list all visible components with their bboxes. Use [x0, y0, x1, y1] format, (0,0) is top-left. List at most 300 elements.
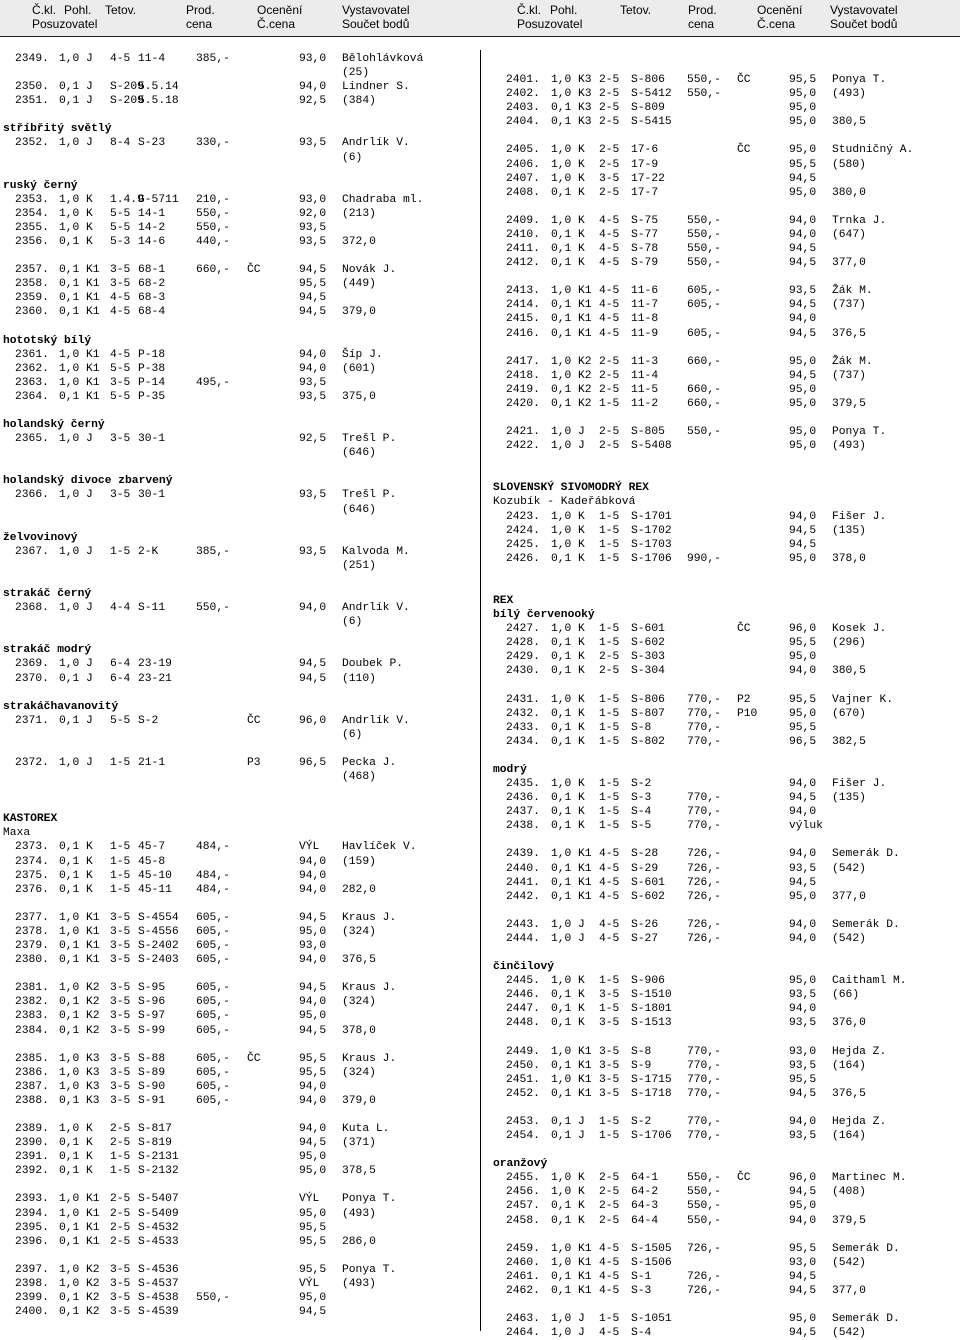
entry-number-cell: 2436.: [506, 792, 540, 805]
score-cell: 95,0: [789, 975, 817, 988]
score-cell: 95,0: [789, 552, 817, 565]
score-cell: 94,5: [789, 327, 817, 340]
age-cell: 1-5: [599, 552, 620, 565]
sex-cell: 1,0: [59, 53, 80, 65]
price-cell: 605,-: [196, 1010, 230, 1023]
sex-cell: 0,1: [59, 278, 80, 291]
exhibitor-cell: Andrlík V.: [342, 137, 410, 150]
tattoo-cell: K3: [86, 1080, 100, 1093]
sex-cell: 1,0: [59, 348, 80, 361]
score-cell: 96,5: [299, 757, 327, 769]
tattoo-cell: K: [578, 637, 585, 650]
score-cell: 95,5: [299, 1263, 327, 1276]
price-cell: 550,-: [687, 88, 721, 101]
score-cell: 95,5: [299, 1052, 327, 1065]
id-cell: S-802: [631, 735, 665, 748]
header-sublabel: Součet bodů: [830, 17, 898, 31]
entry-number-cell: 2462.: [506, 1284, 540, 1297]
age-cell: 2-5: [599, 1200, 620, 1213]
age-cell: 1-5: [110, 1151, 131, 1164]
entry-number-cell: 2384.: [15, 1024, 49, 1037]
price-cell: 726,-: [687, 1242, 721, 1255]
tattoo-cell: J: [578, 440, 585, 453]
section-heading: oranžový: [493, 1158, 548, 1171]
tattoo-cell: K2: [578, 397, 592, 410]
tattoo-cell: J: [86, 95, 93, 108]
section-heading: strakáč černý: [3, 588, 92, 601]
age-cell: 1-5: [599, 524, 620, 537]
id-cell: S-601: [631, 876, 665, 889]
section-heading: holandský černý: [3, 419, 105, 432]
sex-cell: 0,1: [59, 1235, 80, 1248]
id-cell: 14-6: [138, 236, 166, 249]
id-cell: 45-11: [138, 883, 172, 896]
score-cell: 95,0: [789, 707, 817, 720]
tattoo-cell: K: [86, 1123, 93, 1136]
entry-number-cell: 2414.: [506, 299, 540, 312]
id-cell: 45-7: [138, 841, 166, 854]
entry-number-cell: 2377.: [15, 911, 49, 924]
age-cell: 2-5: [599, 383, 620, 396]
age-cell: 2-5: [110, 1207, 131, 1220]
tattoo-cell: K3: [578, 102, 592, 115]
exhibitor-cell: 376,5: [832, 327, 866, 340]
section-heading: KASTOREX: [3, 813, 58, 826]
section-heading: činčilový: [493, 961, 555, 974]
sex-cell: 1,0: [551, 1172, 572, 1185]
id-cell: S-806: [631, 693, 665, 706]
sex-cell: 1,0: [551, 1327, 572, 1340]
entry-number-cell: 2431.: [506, 693, 540, 706]
id-cell: S-90: [138, 1080, 166, 1093]
exhibitor-cell: Semerák D.: [832, 1242, 900, 1255]
score-cell: 94,0: [299, 348, 327, 361]
score-cell: 95,0: [299, 1010, 327, 1023]
sex-cell: 0,1: [59, 1306, 80, 1319]
exhibitor-cell: Kraus J.: [342, 1052, 397, 1065]
score-cell: 94,0: [789, 214, 817, 227]
sex-cell: 1,0: [551, 918, 572, 931]
entry-number-cell: 2383.: [15, 1010, 49, 1023]
id-cell: S-78: [631, 243, 659, 256]
entry-number-cell: 2413.: [506, 285, 540, 298]
exhibitor-cell: 379,0: [342, 306, 376, 319]
tattoo-cell: K2: [86, 1263, 100, 1276]
entry-number-cell: 2387.: [15, 1080, 49, 1093]
exhibitor-code: (646): [342, 503, 376, 516]
id-cell: P-18: [138, 348, 166, 361]
sex-cell: 0,1: [59, 95, 80, 108]
section-heading: SLOVENSKÝ SIVOMODRÝ REX: [493, 482, 649, 495]
sex-cell: 1,0: [551, 1073, 572, 1086]
score-cell: 92,5: [299, 433, 327, 446]
id-cell: S-4538: [138, 1292, 179, 1305]
tattoo-cell: K1: [86, 264, 100, 277]
sex-cell: 1,0: [59, 1193, 80, 1206]
tattoo-cell: J: [578, 918, 585, 931]
score-cell: 94,0: [299, 869, 327, 882]
tattoo-cell: K: [578, 243, 585, 256]
score-cell: 94,0: [299, 855, 327, 868]
price-cell: 660,-: [196, 264, 230, 277]
price-cell: 385,-: [196, 53, 230, 65]
score-cell: 94,5: [789, 1186, 817, 1199]
id-cell: S-5: [631, 820, 652, 833]
age-cell: 3-5: [110, 982, 131, 995]
score-cell: 94,0: [299, 883, 327, 896]
price-cell: 550,-: [687, 257, 721, 270]
tattoo-cell: K1: [86, 390, 100, 403]
sex-cell: 0,1: [551, 1017, 572, 1030]
award-cell: ČC: [247, 264, 261, 277]
entry-number-cell: 2380.: [15, 954, 49, 967]
entry-number-cell: 2388.: [15, 1094, 49, 1107]
entry-number-cell: 2456.: [506, 1186, 540, 1199]
tattoo-cell: K: [86, 883, 93, 896]
entry-number-cell: 2459.: [506, 1242, 540, 1255]
entry-number-cell: 2371.: [15, 714, 49, 727]
entry-number-cell: 2372.: [15, 757, 49, 769]
price-cell: 605,-: [196, 925, 230, 938]
score-cell: 94,5: [299, 911, 327, 924]
exhibitor-cell: (135): [832, 792, 866, 805]
tattoo-cell: K: [578, 144, 585, 157]
entry-number-cell: 2406.: [506, 158, 540, 171]
age-cell: 4-5: [599, 890, 620, 903]
award-cell: ČC: [737, 1172, 751, 1185]
sex-cell: 0,1: [551, 707, 572, 720]
age-cell: 4-5: [599, 327, 620, 340]
price-cell: 550,-: [196, 602, 230, 615]
sex-cell: 1,0: [59, 982, 80, 995]
entry-number-cell: 2391.: [15, 1151, 49, 1164]
entry-number-cell: 2412.: [506, 257, 540, 270]
tattoo-cell: K1: [86, 925, 100, 938]
age-cell: 3-5: [110, 489, 131, 502]
id-cell: S-27: [631, 932, 659, 945]
age-cell: 1-5: [599, 707, 620, 720]
score-cell: 94,5: [789, 243, 817, 256]
header-label: Ocenění: [257, 3, 303, 17]
price-cell: 770,-: [687, 792, 721, 805]
score-cell: 93,5: [299, 489, 327, 502]
sex-cell: 1,0: [59, 193, 80, 206]
price-cell: 770,-: [687, 1116, 721, 1128]
age-cell: 1-5: [599, 820, 620, 833]
score-cell: 93,5: [299, 221, 327, 234]
sex-cell: 0,1: [59, 855, 80, 868]
entry-number-cell: 2435.: [506, 778, 540, 791]
sex-cell: 0,1: [551, 1130, 572, 1143]
sex-cell: 0,1: [59, 841, 80, 854]
price-cell: 605,-: [196, 911, 230, 924]
tattoo-cell: K: [578, 186, 585, 199]
score-cell: 95,0: [789, 144, 817, 157]
age-cell: 4-5: [599, 918, 620, 931]
id-cell: S-5415: [631, 116, 672, 129]
sex-cell: 0,1: [551, 1003, 572, 1016]
tattoo-cell: J: [86, 658, 93, 671]
sex-cell: 0,1: [551, 299, 572, 312]
id-cell: 68-4: [138, 306, 166, 319]
age-cell: 3-5: [110, 1277, 131, 1290]
tattoo-cell: J: [578, 932, 585, 945]
price-cell: 726,-: [687, 918, 721, 931]
id-cell: S-4: [631, 1327, 652, 1340]
exhibitor-cell: Hejda Z.: [832, 1116, 887, 1128]
price-cell: 330,-: [196, 137, 230, 150]
award-cell: ČC: [737, 623, 751, 636]
tattoo-cell: K2: [578, 355, 592, 368]
entry-number-cell: 2433.: [506, 721, 540, 734]
age-cell: 3-5: [110, 376, 131, 389]
tattoo-cell: K1: [578, 848, 592, 861]
id-cell: S-5408: [631, 440, 672, 453]
header-label: Vystavovatel: [342, 3, 410, 17]
column-divider: [480, 50, 481, 1331]
entry-number-cell: 2379.: [15, 940, 49, 953]
price-cell: 484,-: [196, 869, 230, 882]
id-cell: 17-6: [631, 144, 659, 157]
tattoo-cell: K1: [578, 890, 592, 903]
exhibitor-cell: (580): [832, 158, 866, 171]
age-cell: S-209: [110, 81, 144, 94]
sex-cell: 0,1: [59, 954, 80, 967]
score-cell: 94,5: [789, 172, 817, 185]
exhibitor-cell: (371): [342, 1137, 376, 1150]
entry-number-cell: 2403.: [506, 102, 540, 115]
age-cell: 5-5: [110, 390, 131, 403]
price-cell: 726,-: [687, 876, 721, 889]
entry-number-cell: 2416.: [506, 327, 540, 340]
tattoo-cell: K: [86, 869, 93, 882]
entry-number-cell: 2442.: [506, 890, 540, 903]
tattoo-cell: K: [578, 1186, 585, 1199]
exhibitor-cell: Žák M.: [832, 355, 873, 368]
sex-cell: 0,1: [551, 1214, 572, 1227]
id-cell: 68-2: [138, 278, 166, 291]
tattoo-cell: K: [578, 778, 585, 791]
sex-cell: 0,1: [551, 313, 572, 326]
price-cell: 495,-: [196, 376, 230, 389]
sex-cell: 0,1: [551, 876, 572, 889]
price-cell: 726,-: [687, 1270, 721, 1283]
entry-number-cell: 2426.: [506, 552, 540, 565]
score-cell: 93,0: [299, 53, 327, 65]
id-cell: S-1706: [631, 552, 672, 565]
score-cell: 94,0: [299, 81, 327, 94]
sex-cell: 1,0: [551, 538, 572, 551]
section-heading: holandský divoce zbarvený: [3, 475, 173, 488]
age-cell: 1-5: [599, 510, 620, 523]
price-cell: 605,-: [196, 1080, 230, 1093]
price-cell: 660,-: [687, 397, 721, 410]
sex-cell: 1,0: [551, 172, 572, 185]
header-sublabel: Posuzovatel: [32, 17, 98, 31]
entry-number-cell: 2415.: [506, 313, 540, 326]
exhibitor-cell: (66): [832, 989, 860, 1002]
age-cell: 2-5: [599, 369, 620, 382]
age-cell: 3-5: [110, 940, 131, 953]
exhibitor-cell: Šíp J.: [342, 348, 383, 361]
id-cell: 23-19: [138, 658, 172, 671]
sex-cell: 1,0: [551, 510, 572, 523]
score-cell: 95,0: [299, 1207, 327, 1220]
id-cell: S-303: [631, 651, 665, 664]
age-cell: 4-5: [599, 228, 620, 241]
score-cell: 95,0: [789, 186, 817, 199]
score-cell: 94,5: [299, 306, 327, 319]
entry-number-cell: 2353.: [15, 193, 49, 206]
sex-cell: 0,1: [59, 1151, 80, 1164]
tattoo-cell: K: [86, 221, 93, 234]
score-cell: 92,5: [299, 95, 327, 108]
sex-cell: 1,0: [551, 1313, 572, 1326]
age-cell: 4-5: [599, 1327, 620, 1340]
exhibitor-cell: (647): [832, 228, 866, 241]
sex-cell: 0,1: [551, 637, 572, 650]
header-label: Č.kl.: [517, 3, 541, 17]
entry-number-cell: 2365.: [15, 433, 49, 446]
score-cell: 95,5: [789, 1242, 817, 1255]
score-cell: 93,5: [299, 390, 327, 403]
tattoo-cell: J: [86, 714, 93, 727]
id-cell: S-5412: [631, 88, 672, 101]
exhibitor-code: (646): [342, 447, 376, 460]
sex-cell: 0,1: [59, 869, 80, 882]
tattoo-cell: K1: [86, 292, 100, 305]
entry-number-cell: 2373.: [15, 841, 49, 854]
tattoo-cell: K1: [86, 1207, 100, 1220]
age-cell: 2-5: [599, 144, 620, 157]
id-cell: S-4533: [138, 1235, 179, 1248]
score-cell: 95,5: [789, 693, 817, 706]
score-cell: 95,0: [789, 88, 817, 101]
age-cell: 3-5: [110, 911, 131, 924]
score-cell: 95,5: [789, 1073, 817, 1086]
id-cell: S-2131: [138, 1151, 179, 1164]
tattoo-cell: K1: [578, 1256, 592, 1269]
award-cell: ČC: [247, 714, 261, 727]
score-cell: 93,0: [299, 940, 327, 953]
entry-number-cell: 2428.: [506, 637, 540, 650]
age-cell: 1-5: [599, 637, 620, 650]
exhibitor-cell: 380,5: [832, 665, 866, 678]
tattoo-cell: K: [578, 665, 585, 678]
price-cell: 770,-: [687, 1059, 721, 1072]
score-cell: 95,5: [789, 158, 817, 171]
age-cell: 1-5: [599, 1116, 620, 1128]
exhibitor-cell: (601): [342, 362, 376, 375]
id-cell: 11-7: [631, 299, 659, 312]
tattoo-cell: K2: [86, 1277, 100, 1290]
score-cell: 94,5: [789, 257, 817, 270]
age-cell: 5-5: [110, 221, 131, 234]
score-cell: 93,0: [789, 1256, 817, 1269]
score-cell: VÝL: [299, 1193, 320, 1206]
age-cell: 1-5: [110, 545, 131, 558]
age-cell: 3-5: [110, 1010, 131, 1023]
entry-number-cell: 2434.: [506, 735, 540, 748]
age-cell: 2-5: [599, 186, 620, 199]
sex-cell: 0,1: [59, 264, 80, 277]
tattoo-cell: K1: [86, 306, 100, 319]
age-cell: 3-5: [599, 1017, 620, 1030]
tattoo-cell: K: [86, 1165, 93, 1178]
section-heading: stříbřitý světlý: [3, 123, 112, 136]
award-cell: ČC: [737, 74, 751, 87]
price-cell: 770,-: [687, 707, 721, 720]
sex-cell: 1,0: [59, 221, 80, 234]
score-cell: 95,0: [299, 1165, 327, 1178]
id-cell: S-79: [631, 257, 659, 270]
id-cell: S-1505: [631, 1242, 672, 1255]
id-cell: S-906: [631, 975, 665, 988]
age-cell: 1-5: [599, 1313, 620, 1326]
tattoo-cell: K1: [578, 327, 592, 340]
id-cell: S-806: [631, 74, 665, 87]
header-sublabel: Součet bodů: [342, 17, 410, 31]
price-cell: 726,-: [687, 1284, 721, 1297]
score-cell: 94,0: [789, 918, 817, 931]
sex-cell: 1,0: [551, 1242, 572, 1255]
exhibitor-cell: 378,5: [342, 1165, 376, 1178]
exhibitor-cell: Ponya T.: [832, 426, 887, 439]
id-cell: S-4554: [138, 911, 179, 924]
id-cell: 11-4: [138, 53, 166, 65]
exhibitor-cell: Trešl P.: [342, 433, 397, 446]
score-cell: 93,5: [789, 989, 817, 1002]
score-cell: VÝL: [299, 1277, 320, 1290]
score-cell: 96,0: [789, 623, 817, 636]
entry-number-cell: 2429.: [506, 651, 540, 664]
sex-cell: 1,0: [551, 355, 572, 368]
sex-cell: 1,0: [59, 1123, 80, 1136]
score-cell: 94,0: [789, 778, 817, 791]
score-cell: 94,0: [789, 1003, 817, 1016]
exhibitor-cell: 377,0: [832, 257, 866, 270]
entry-number-cell: 2400.: [15, 1306, 49, 1319]
age-cell: 3-5: [110, 1306, 131, 1319]
exhibitor-cell: Kuta L.: [342, 1123, 390, 1136]
age-cell: 1-5: [599, 1003, 620, 1016]
price-cell: 605,-: [687, 299, 721, 312]
exhibitor-cell: Pecka J.: [342, 757, 397, 769]
sex-cell: 1,0: [551, 693, 572, 706]
price-cell: 550,-: [687, 74, 721, 87]
price-cell: 605,-: [196, 1024, 230, 1037]
id-cell: 68-3: [138, 292, 166, 305]
sex-cell: 1,0: [551, 524, 572, 537]
age-cell: 4-5: [599, 257, 620, 270]
tattoo-cell: K: [578, 1017, 585, 1030]
age-cell: 4-5: [599, 1242, 620, 1255]
price-cell: 660,-: [687, 383, 721, 396]
tattoo-cell: K: [578, 820, 585, 833]
id-cell: S-29: [631, 862, 659, 875]
id-cell: S-805: [631, 426, 665, 439]
price-cell: 550,-: [687, 214, 721, 227]
entry-number-cell: 2356.: [15, 236, 49, 249]
exhibitor-cell: Semerák D.: [832, 918, 900, 931]
exhibitor-cell: 376,5: [342, 954, 376, 967]
id-cell: S-602: [631, 637, 665, 650]
sex-cell: 1,0: [59, 137, 80, 150]
tattoo-cell: K1: [578, 313, 592, 326]
header-label: Prod.: [186, 3, 215, 17]
sex-cell: 0,1: [551, 397, 572, 410]
id-cell: S-809: [631, 102, 665, 115]
